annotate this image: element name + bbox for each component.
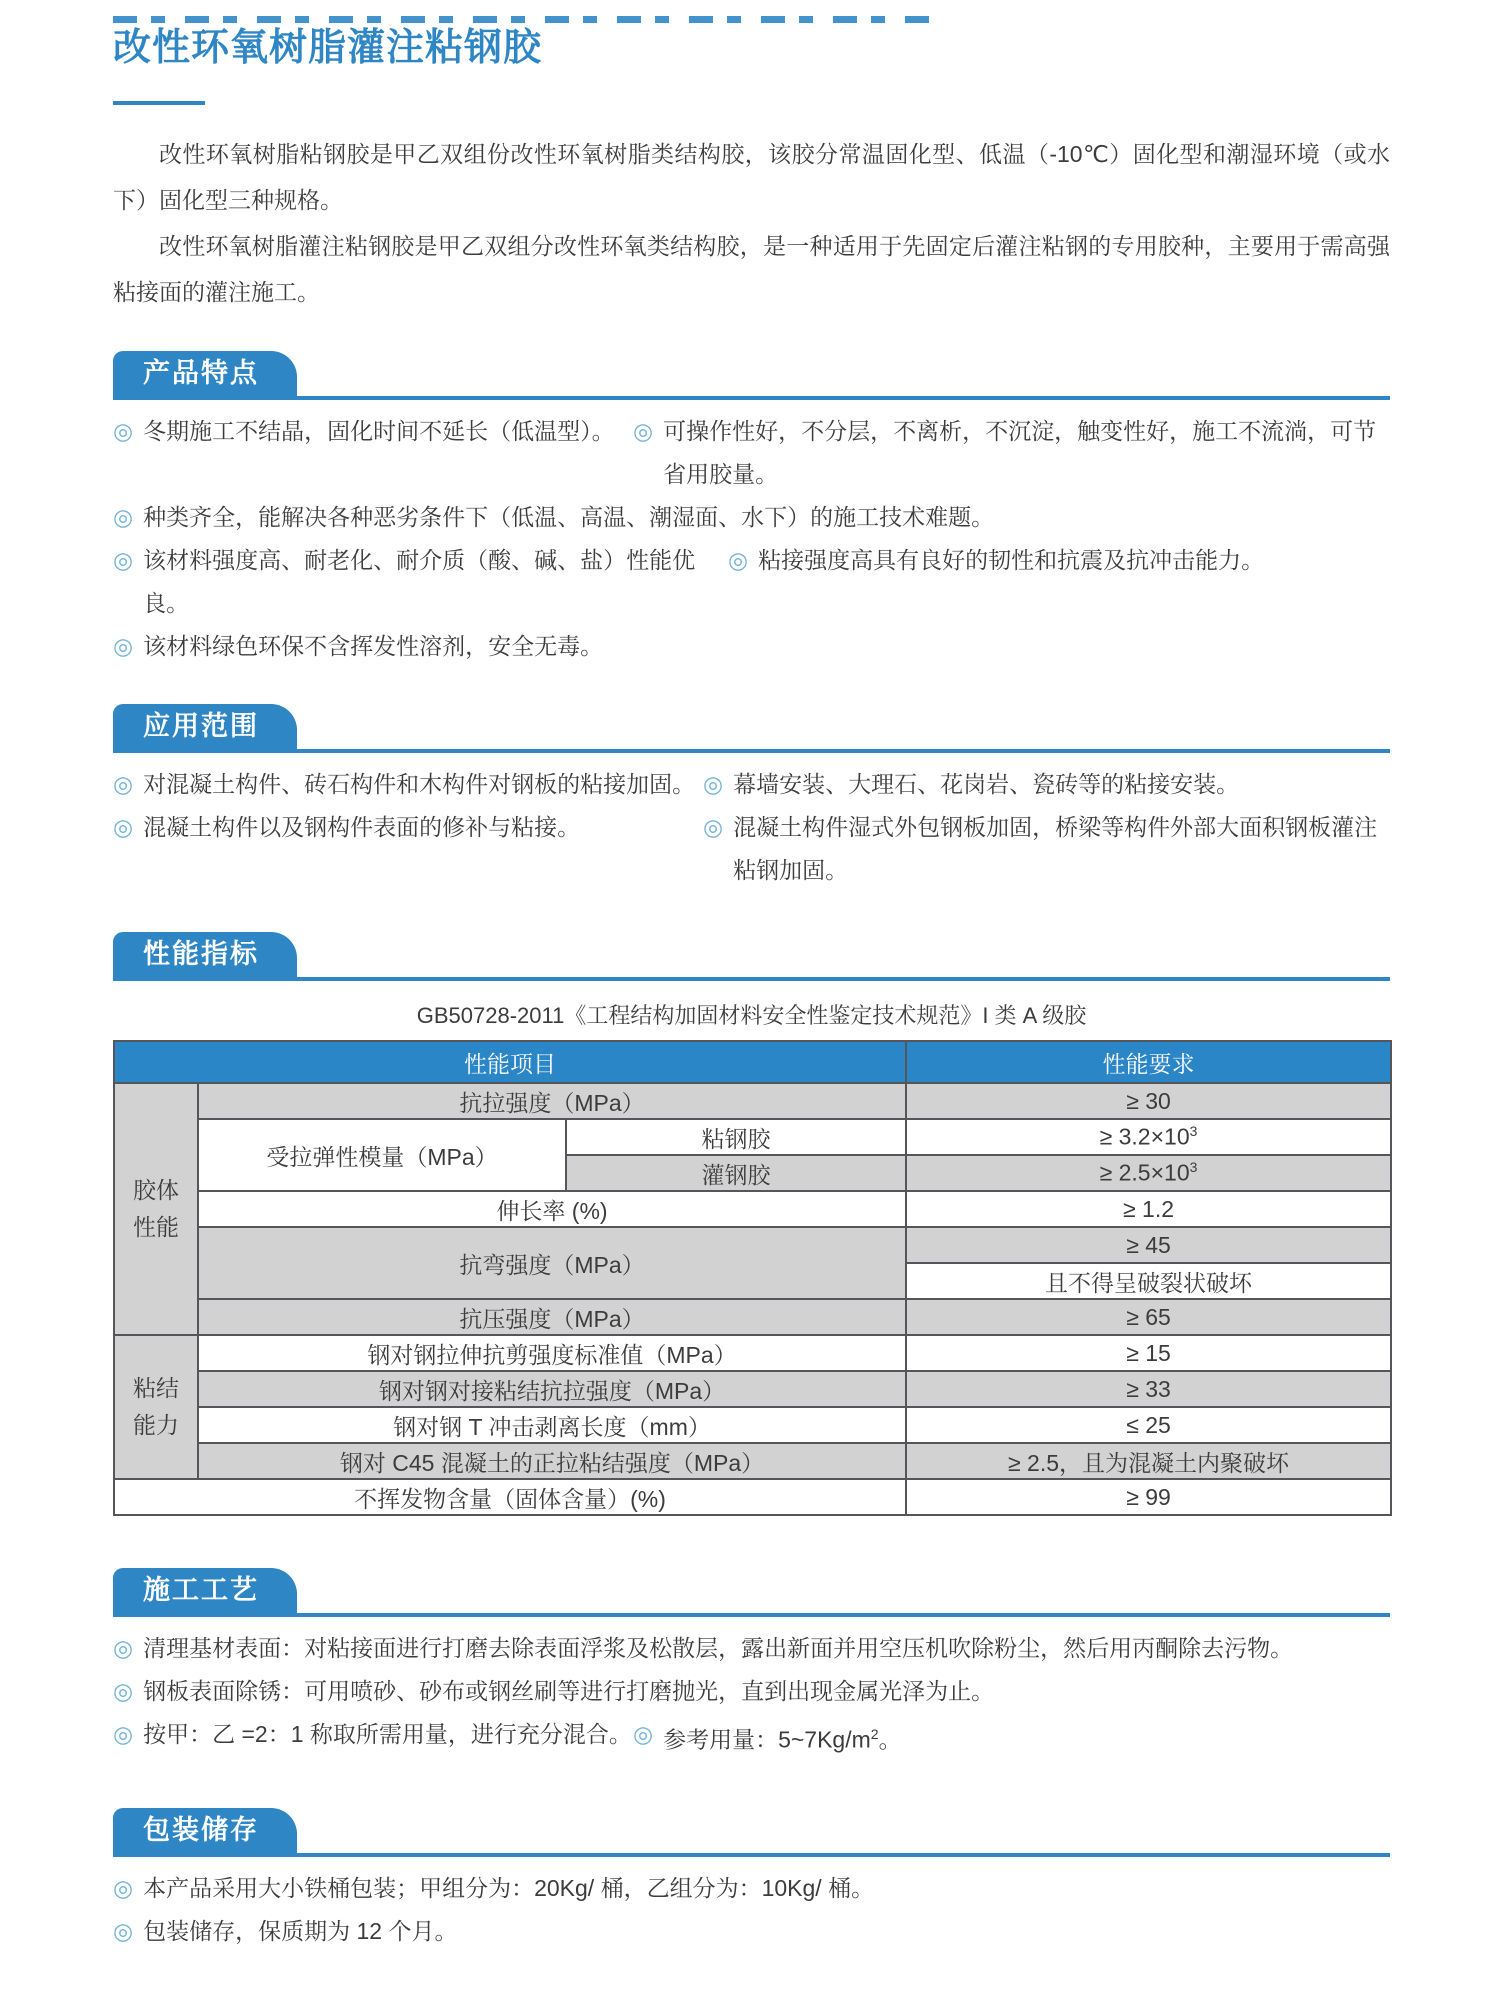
value-cell: ≥ 1.2 [906,1191,1391,1227]
page-title: 改性环氧树脂灌注粘钢胶 [113,27,543,69]
value-cell: ≤ 25 [906,1407,1391,1443]
table-row [114,1191,1391,1227]
list-item-text: 清理基材表面：对粘接面进行打磨去除表面浮浆及松散层，露出新面并用空压机吹除粉尘，然后用丙酮除去污物。 [143,1635,1294,1661]
section-tab-performance: 性能指标 [113,932,297,977]
list-item-text: 该材料强度高、耐老化、耐介质（酸、碱、盐）性能优良。 [143,547,696,616]
list-row [113,1910,1390,1953]
ring-bullet-icon: ◎ [703,771,724,797]
property-cell: 抗拉强度（MPa） [198,1083,906,1119]
process-list [113,1617,1390,1762]
list-item-text: 冬期施工不结晶，固化时间不延长（低温型）。 [143,418,615,444]
property-cell: 钢对钢 T 冲击剥离长度（mm） [198,1407,906,1443]
property-cell: 不挥发物含量（固体含量）(%) [114,1479,906,1515]
value-cell: ≥ 2.5，且为混凝土内聚破坏 [906,1443,1391,1479]
property-cell: 钢对钢拉伸抗剪强度标准值（MPa） [198,1335,906,1371]
list-item-text: 按甲：乙 =2：1 称取所需用量，进行充分混合。 [143,1721,632,1747]
list-row [113,763,1390,806]
table-header-requirement: 性能要求 [906,1041,1391,1083]
ring-bullet-icon: ◎ [633,1721,654,1747]
list-item [113,806,703,849]
section-header [113,1568,1390,1617]
section-tab-applications: 应用范围 [113,704,297,749]
list-item [633,410,1390,496]
section-performance [113,932,1390,1516]
features-list [113,400,1390,668]
table-row [114,1299,1391,1335]
section-tab-process: 施工工艺 [113,1568,297,1613]
section-header [113,932,1390,981]
ring-bullet-icon: ◎ [113,1917,134,1944]
property-cell: 受拉弹性模量（MPa） [198,1119,566,1191]
ring-bullet-icon: ◎ [113,771,134,797]
property-cell: 伸长率 (%) [198,1191,906,1227]
list-item-text: 混凝土构件以及钢构件表面的修补与粘接。 [143,814,581,840]
list-item [113,1867,874,1910]
table-row [114,1443,1391,1479]
title-underline [113,101,205,105]
section-packaging [113,1808,1390,1953]
list-item [728,539,1264,582]
list-item-text: 可操作性好，不分层，不离析，不沉淀，触变性好，施工不流淌，可节省用胶量。 [663,418,1377,487]
list-item-text: 粘接强度高具有良好的韧性和抗震及抗冲击能力。 [758,547,1265,573]
ring-bullet-icon: ◎ [113,633,134,659]
property-cell: 抗弯强度（MPa） [198,1227,906,1299]
clipped-text-fragment [113,16,938,23]
value-cell: ≥ $3.2\times 10^3$ [906,1119,1391,1155]
list-item [113,410,633,453]
ring-bullet-icon: ◎ [113,1721,134,1747]
sub-property-cell: 粘钢胶 [566,1119,906,1155]
list-item-text: 钢板表面除锈：可用喷砂、砂布或钢丝刷等进行打磨抛光，直到出现金属光泽为止。 [143,1678,995,1704]
value-cell: ≥ 15 [906,1335,1391,1371]
ring-bullet-icon: ◎ [113,1874,134,1901]
performance-table [113,1040,1392,1516]
list-row [113,1867,1390,1910]
list-item [113,1627,1293,1670]
ring-bullet-icon: ◎ [113,504,134,530]
table-row [114,1227,1391,1263]
group-cell-adhesive: 胶体性能 [114,1083,198,1335]
table-caption: GB50728-2011《工程结构加固材料安全性鉴定技术规范》I 类 A 级胶 [416,1003,1087,1028]
list-item [113,496,994,539]
list-item [633,1713,902,1762]
list-item [113,539,728,625]
list-item-text: 混凝土构件湿式外包钢板加固，桥梁等构件外部大面积钢板灌注粘钢加固。 [733,814,1378,883]
list-item-text: 对混凝土构件、砖石构件和木构件对钢板的粘接加固。 [143,771,696,797]
property-cell: 钢对钢对接粘结抗拉强度（MPa） [198,1371,906,1407]
list-item [113,1670,994,1713]
list-item [113,625,603,668]
list-item [703,763,1239,806]
list-item [113,1713,633,1756]
ring-bullet-icon: ◎ [703,814,724,840]
property-cell: 抗压强度（MPa） [198,1299,906,1335]
ring-bullet-icon: ◎ [113,547,134,573]
list-row [113,806,1390,892]
table-row [114,1083,1391,1119]
intro-paragraph: 改性环氧树脂粘钢胶是甲乙双组份改性环氧树脂类结构胶，该胶分常温固化型、低温（-10℃）固化型和潮湿环境（或水下）固化型三种规格。 [113,141,1390,213]
list-item-text: 种类齐全，能解决各种恶劣条件下（低温、高温、潮湿面、水下）的施工技术难题。 [143,504,995,530]
list-row [113,410,1390,496]
ring-bullet-icon: ◎ [113,418,134,444]
ring-bullet-icon: ◎ [633,418,654,444]
list-item-text: 包装储存，保质期为 12 个月。 [143,1917,458,1944]
section-features [113,351,1390,668]
value-cell: ≥ 45 [906,1227,1391,1263]
section-process [113,1568,1390,1762]
value-cell: ≥ 65 [906,1299,1391,1335]
list-item-text: 幕墙安装、大理石、花岗岩、瓷砖等的粘接安装。 [733,771,1240,797]
intro-paragraphs [113,131,1390,315]
table-header-row [114,1041,1391,1083]
intro-paragraph: 改性环氧树脂灌注粘钢胶是甲乙双组分改性环氧类结构胶，是一种适用于先固定后灌注粘钢的专用胶种，主要用于需高强粘接面的灌注施工。 [113,233,1390,305]
value-cell: ≥ 33 [906,1371,1391,1407]
table-header-item: 性能项目 [114,1041,906,1083]
value-cell: ≥ $2.5\times 10^3$ [906,1155,1391,1191]
table-row [114,1371,1391,1407]
list-item [113,1910,457,1953]
list-item-text: 本产品采用大小铁桶包装；甲组分为：20Kg/ 桶，乙组分为：10Kg/ 桶。 [143,1874,875,1901]
list-row [113,1713,1390,1762]
group-cell-bonding: 粘结能力 [114,1335,198,1479]
list-row [113,539,1390,625]
list-row [113,625,1390,668]
section-header [113,351,1390,400]
list-item-text: 该材料绿色环保不含挥发性溶剂，安全无毒。 [143,633,604,659]
table-row [114,1479,1391,1515]
ring-bullet-icon: ◎ [113,1635,134,1661]
property-cell: 钢对 C45 混凝土的正拉粘结强度（MPa） [198,1443,906,1479]
sub-property-cell: 灌钢胶 [566,1155,906,1191]
table-row [114,1407,1391,1443]
packaging-list [113,1857,1390,1953]
ring-bullet-icon: ◎ [113,1678,134,1704]
section-tab-features: 产品特点 [113,351,297,396]
footer-whitespace [113,1953,1390,1993]
section-header [113,704,1390,753]
list-item [703,806,1390,892]
list-item-text: 参考用量：$5\sim 7Kg/m^2$。 [663,1726,902,1753]
table-row [114,1335,1391,1371]
applications-list [113,753,1390,892]
ring-bullet-icon: ◎ [113,814,134,840]
section-tab-packaging: 包装储存 [113,1808,297,1853]
list-row [113,496,1390,539]
ring-bullet-icon: ◎ [728,547,749,573]
document-page [0,16,1503,1944]
table-row [114,1119,1391,1155]
section-header [113,1808,1390,1857]
value-cell: ≥ 99 [906,1479,1391,1515]
list-row [113,1670,1390,1713]
value-cell: ≥ 30 [906,1083,1391,1119]
list-row [113,1627,1390,1670]
value-cell: 且不得呈破裂状破坏 [906,1263,1391,1299]
list-item [113,763,703,806]
section-applications [113,704,1390,892]
